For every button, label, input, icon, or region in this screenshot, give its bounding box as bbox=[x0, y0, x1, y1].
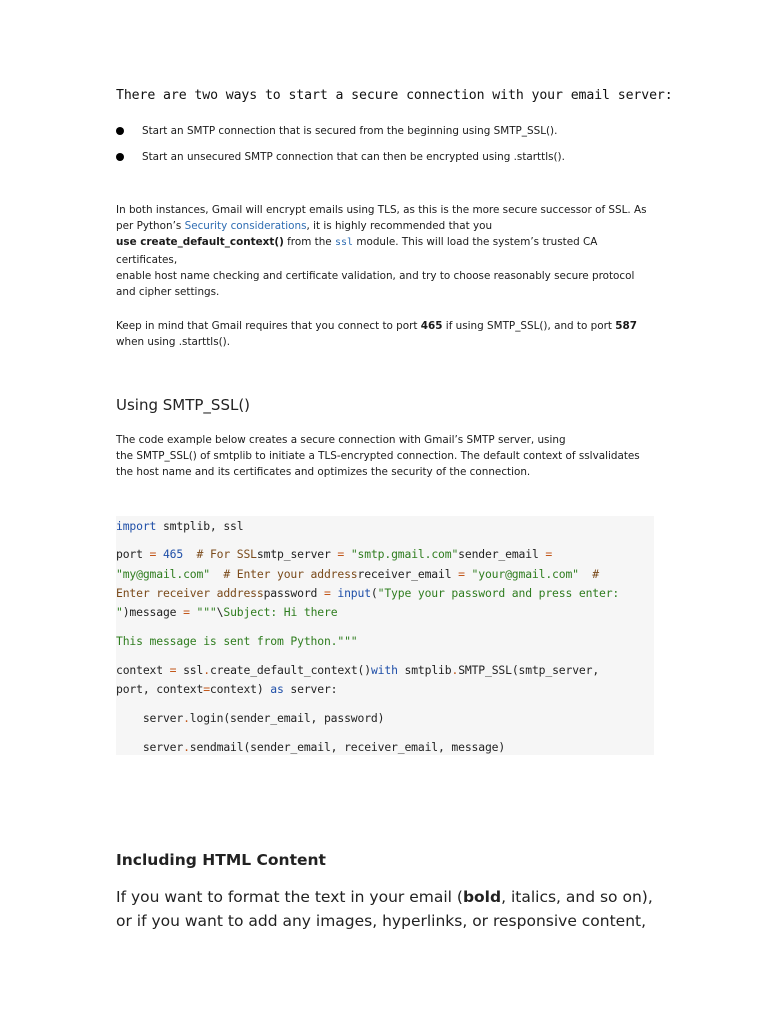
code-token: = bbox=[323, 586, 331, 600]
text-span: , it is highly recommended that you bbox=[306, 220, 493, 233]
code-token: SMTP_SSL(smtp_server, bbox=[458, 663, 600, 677]
code-token: = bbox=[337, 547, 345, 561]
paragraph-line: or if you want to add any images, hyperlinks, or responsive content, bbox=[116, 911, 647, 930]
code-line bbox=[116, 565, 599, 585]
heading-using-smtp-ssl: Using SMTP_SSL() bbox=[116, 396, 251, 414]
code-line bbox=[116, 584, 619, 604]
code-token: Subject: Hi there bbox=[223, 605, 338, 619]
code-token: receiver_email bbox=[357, 567, 459, 581]
code-line bbox=[116, 632, 357, 652]
code-token: "my@gmail.com" bbox=[116, 567, 210, 581]
paragraph-code-intro bbox=[116, 432, 656, 481]
list-item bbox=[116, 150, 656, 164]
paragraph-line: The code example below creates a secure connection with Gmail’s SMTP server, using bbox=[116, 434, 566, 446]
code-line bbox=[116, 661, 599, 681]
text-span: from the bbox=[283, 236, 335, 249]
code-token: sender_email bbox=[458, 547, 546, 561]
bullet-icon bbox=[116, 127, 124, 135]
bullet-icon bbox=[116, 153, 124, 161]
code-token: import bbox=[116, 519, 157, 533]
paragraph-tls bbox=[116, 202, 656, 300]
list-item bbox=[116, 124, 656, 138]
code-block bbox=[116, 516, 654, 755]
code-token: server bbox=[116, 711, 184, 725]
bullet-list bbox=[116, 124, 656, 176]
paragraph-html-intro bbox=[116, 886, 656, 933]
code-token: input bbox=[330, 586, 371, 600]
code-token: . bbox=[183, 711, 190, 725]
paragraph-ports bbox=[116, 318, 656, 350]
code-token: . bbox=[451, 663, 459, 677]
heading-including-html-content: Including HTML Content bbox=[116, 851, 326, 869]
text-span: Keep in mind that Gmail requires that you connect to port bbox=[116, 320, 421, 332]
text-span: module. This will load the system’s trusted CA certificates, bbox=[116, 236, 598, 266]
paragraph-line bbox=[116, 886, 656, 910]
code-token: = bbox=[203, 682, 210, 696]
security-considerations-link[interactable]: Security considerations bbox=[184, 220, 307, 233]
paragraph-line: In both instances, Gmail will encrypt emails using TLS, as this is the more secure successor of SSL. As bbox=[116, 204, 647, 216]
code-token: ssl bbox=[176, 663, 204, 677]
paragraph-line bbox=[116, 234, 656, 267]
code-token: = bbox=[458, 567, 465, 581]
bullet-text: Start an unsecured SMTP connection that can then be encrypted using .starttls(). bbox=[142, 151, 565, 163]
code-token: )message bbox=[122, 605, 184, 619]
code-token: " bbox=[116, 605, 123, 619]
code-line bbox=[116, 545, 552, 565]
code-token: sendmail(sender_email, receiver_email, message) bbox=[189, 740, 506, 754]
code-token: # bbox=[578, 567, 600, 581]
code-token: . bbox=[183, 740, 190, 754]
bold-text: use create_default_context() bbox=[116, 236, 284, 249]
code-token: port bbox=[116, 547, 150, 561]
ssl-module-link[interactable]: ssl bbox=[334, 237, 354, 249]
code-token: server bbox=[116, 740, 184, 754]
paragraph-line: the SMTP_SSL() of smtplib to initiate a TLS-encrypted connection. The default context of sslvalidates bbox=[116, 450, 640, 463]
code-token: = bbox=[545, 547, 553, 561]
code-token: smtplib bbox=[397, 663, 452, 677]
code-token: smtp_server bbox=[256, 547, 338, 561]
text-span: if using SMTP_SSL(), and to port bbox=[442, 320, 616, 332]
code-token: "smtp.gmail.com" bbox=[344, 547, 459, 561]
code-token: "Type your password and press enter: bbox=[377, 586, 620, 600]
code-line bbox=[116, 738, 505, 758]
text-span: per Python’s bbox=[116, 220, 185, 233]
paragraph-line: the host name and its certificates and optimizes the security of the connection. bbox=[116, 466, 531, 479]
code-token: . bbox=[203, 663, 210, 677]
code-token: port, context bbox=[116, 682, 204, 696]
port-starttls: 587 bbox=[615, 320, 637, 332]
code-token: as bbox=[270, 682, 284, 696]
code-token: \ bbox=[216, 605, 224, 619]
code-line bbox=[116, 680, 337, 700]
bullet-text: Start an SMTP connection that is secured from the beginning using SMTP_SSL(). bbox=[142, 125, 558, 137]
text-span: , italics, and so on), bbox=[501, 888, 653, 906]
code-token: context bbox=[116, 663, 170, 677]
code-token: ( bbox=[370, 586, 378, 600]
code-token: # For SSL bbox=[183, 547, 257, 561]
port-ssl: 465 bbox=[420, 320, 443, 332]
code-token: with bbox=[370, 663, 398, 677]
code-token: create_default_context() bbox=[209, 663, 371, 677]
paragraph-line: and cipher settings. bbox=[116, 286, 220, 299]
code-token: smtplib, ssl bbox=[156, 519, 244, 533]
code-token: server: bbox=[283, 682, 338, 696]
code-token: Enter receiver address bbox=[116, 586, 264, 600]
paragraph-line bbox=[116, 318, 656, 334]
code-token: This message is sent from Python.""" bbox=[116, 634, 358, 648]
code-token: login(sender_email, password) bbox=[189, 711, 385, 725]
code-token: """ bbox=[189, 605, 217, 619]
code-line bbox=[116, 517, 243, 537]
code-token: = bbox=[149, 547, 157, 561]
bold-text: bold bbox=[462, 888, 502, 906]
code-token: "your@gmail.com" bbox=[464, 567, 579, 581]
code-token: = bbox=[169, 663, 177, 677]
code-token: # Enter your address bbox=[209, 567, 358, 581]
code-line bbox=[116, 709, 384, 729]
code-token: 465 bbox=[156, 547, 184, 561]
text-span: If you want to format the text in your email ( bbox=[116, 888, 463, 906]
code-line bbox=[116, 603, 337, 623]
code-token: = bbox=[183, 605, 190, 619]
paragraph-line: when using .starttls(). bbox=[116, 336, 231, 349]
intro-text: There are two ways to start a secure connection with your email server: bbox=[116, 88, 673, 103]
paragraph-line bbox=[116, 218, 656, 234]
paragraph-line: enable host name checking and certificate validation, and try to choose reasonably secure protocol bbox=[116, 269, 635, 282]
code-token: password bbox=[263, 586, 324, 600]
code-token: context) bbox=[209, 682, 271, 696]
